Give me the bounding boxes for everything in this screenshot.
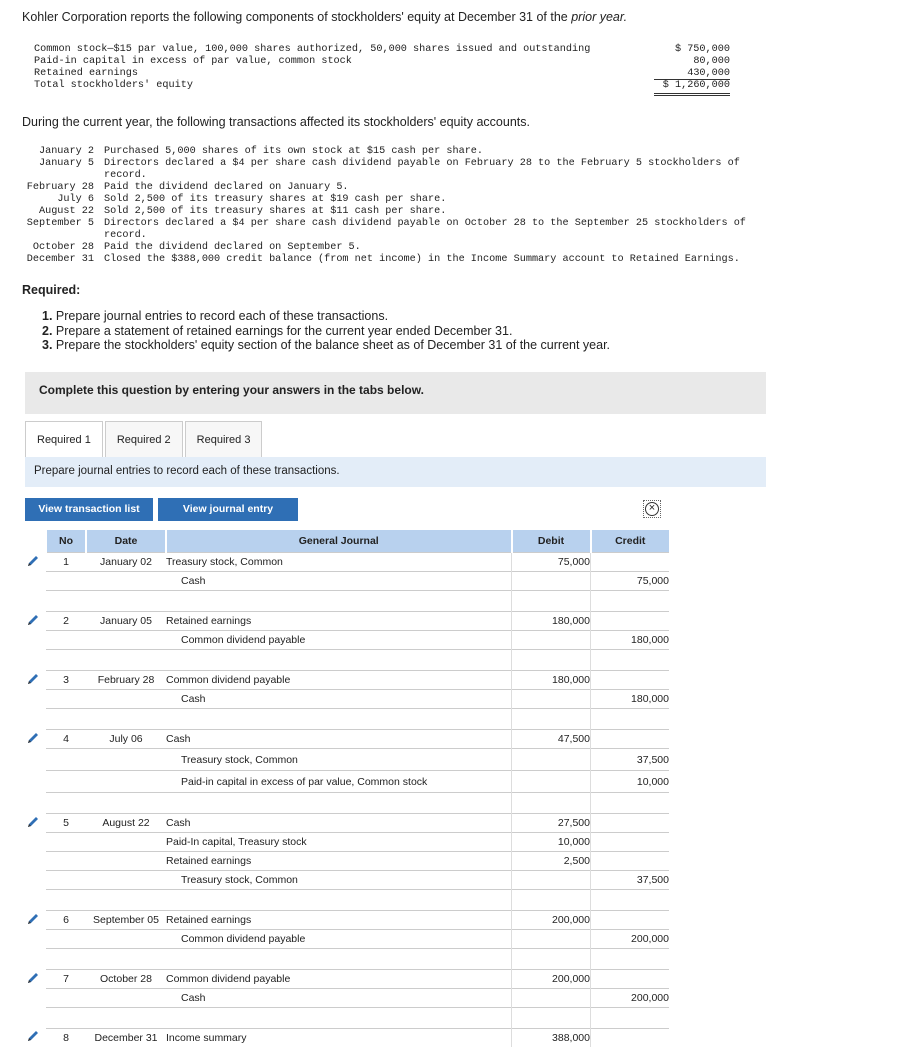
entry-no [46, 771, 86, 793]
credit-cell[interactable] [591, 553, 670, 572]
credit-cell[interactable] [591, 852, 670, 871]
account-cell[interactable]: Cash [166, 690, 512, 709]
col-date: Date [86, 530, 166, 553]
credit-cell[interactable]: 10,000 [591, 771, 670, 793]
equity-row: Paid-in capital in excess of par value, common stock 80,000 [34, 56, 734, 68]
intro-text: Kohler Corporation reports the following components of stockholders' equity at December 31 of the prior year. [22, 10, 627, 24]
transaction-row: October 28 Paid the dividend declared on September 5. [22, 242, 782, 254]
edit-pencil-icon[interactable] [26, 814, 46, 833]
col-general-journal: General Journal [166, 530, 512, 553]
required-item: 2. Prepare a statement of retained earnings for the current year ended December 31. [42, 324, 610, 339]
entry-date: January 02 [86, 553, 166, 572]
journal-row [26, 911, 669, 930]
entry-no [46, 989, 86, 1008]
edit-pencil-icon[interactable] [26, 1029, 46, 1047]
debit-cell[interactable] [512, 749, 591, 771]
credit-cell[interactable] [591, 1029, 670, 1047]
credit-cell[interactable] [591, 612, 670, 631]
credit-cell[interactable] [591, 833, 670, 852]
entry-date: December 31 [86, 1029, 166, 1047]
account-cell[interactable]: Cash [166, 989, 512, 1008]
account-cell[interactable]: Retained earnings [166, 911, 512, 930]
transaction-row: July 6 Sold 2,500 of its treasury shares at $19 cash per share. [22, 194, 782, 206]
account-cell[interactable]: Paid-In capital, Treasury stock [166, 833, 512, 852]
transaction-row: September 5 Directors declared a $4 per share cash dividend payable on October 28 to the September 25 stockholders of record. [22, 218, 782, 242]
debit-cell[interactable] [512, 690, 591, 709]
debit-cell[interactable]: 75,000 [512, 553, 591, 572]
credit-cell[interactable] [591, 730, 670, 749]
close-circle-icon: × [645, 502, 659, 516]
entry-date [86, 852, 166, 871]
entry-date: October 28 [86, 970, 166, 989]
debit-cell[interactable] [512, 771, 591, 793]
transaction-list [22, 146, 782, 266]
required-heading: Required: [22, 283, 80, 297]
journal-row [26, 631, 669, 650]
entry-no [46, 631, 86, 650]
equity-row: Common stock—$15 par value, 100,000 shares authorized, 50,000 shares issued and outstanding $ 750,000 [34, 44, 734, 56]
entry-date [86, 989, 166, 1008]
credit-cell[interactable]: 37,500 [591, 749, 670, 771]
journal-row [26, 671, 669, 690]
entry-no [46, 833, 86, 852]
entry-no [46, 930, 86, 949]
journal-row [26, 553, 669, 572]
debit-cell[interactable]: 388,000 [512, 1029, 591, 1047]
credit-cell[interactable]: 180,000 [591, 631, 670, 650]
entry-no: 6 [46, 911, 86, 930]
entry-no [46, 572, 86, 591]
journal-row [26, 612, 669, 631]
account-cell[interactable]: Retained earnings [166, 852, 512, 871]
edit-pencil-icon[interactable] [26, 553, 46, 572]
credit-cell[interactable]: 75,000 [591, 572, 670, 591]
entry-no: 3 [46, 671, 86, 690]
journal-row [26, 871, 669, 890]
journal-row [26, 730, 669, 749]
entry-date: August 22 [86, 814, 166, 833]
entry-date [86, 749, 166, 771]
close-button[interactable] [643, 500, 661, 518]
during-text: During the current year, the following transactions affected its stockholders' equity accounts. [22, 115, 530, 129]
equity-row: Retained earnings 430,000 [34, 68, 734, 80]
entry-date: February 28 [86, 671, 166, 690]
tab-bar [25, 421, 264, 457]
general-journal-table [26, 530, 669, 1047]
col-no: No [46, 530, 86, 553]
entry-no [46, 690, 86, 709]
entry-date: January 05 [86, 612, 166, 631]
transaction-row: January 5 Directors declared a $4 per share cash dividend payable on February 28 to the February 5 stockholders of record. [22, 158, 782, 182]
journal-row [26, 833, 669, 852]
transaction-row: December 31 Closed the $388,000 credit balance (from net income) in the Income Summary account to Retained Earnings. [22, 254, 782, 266]
journal-row [26, 852, 669, 871]
debit-cell[interactable]: 2,500 [512, 852, 591, 871]
account-cell[interactable]: Income summary [166, 1029, 512, 1047]
journal-row [26, 930, 669, 949]
credit-cell[interactable]: 37,500 [591, 871, 670, 890]
required-item: 3. Prepare the stockholders' equity section of the balance sheet as of December 31 of the current year. [42, 338, 610, 353]
entry-date [86, 871, 166, 890]
required-item: 1. Prepare journal entries to record each of these transactions. [42, 309, 610, 324]
edit-pencil-icon[interactable] [26, 730, 46, 749]
journal-row [26, 690, 669, 709]
journal-row [26, 572, 669, 591]
debit-cell[interactable] [512, 631, 591, 650]
journal-row [26, 814, 669, 833]
credit-cell[interactable]: 180,000 [591, 690, 670, 709]
transaction-row: February 28 Paid the dividend declared on January 5. [22, 182, 782, 194]
equity-table [34, 44, 734, 92]
entry-date [86, 771, 166, 793]
tab-instruction: Prepare journal entries to record each of these transactions. [25, 457, 766, 487]
entry-no: 7 [46, 970, 86, 989]
complete-banner: Complete this question by entering your answers in the tabs below. [25, 372, 766, 414]
debit-cell[interactable] [512, 871, 591, 890]
debit-cell[interactable]: 180,000 [512, 612, 591, 631]
credit-cell[interactable] [591, 814, 670, 833]
transaction-row: August 22 Sold 2,500 of its treasury shares at $11 cash per share. [22, 206, 782, 218]
credit-cell[interactable] [591, 671, 670, 690]
debit-cell[interactable] [512, 989, 591, 1008]
account-cell[interactable]: Treasury stock, Common [166, 749, 512, 771]
view-transaction-list-button[interactable]: View transaction list [25, 498, 153, 521]
entry-no: 5 [46, 814, 86, 833]
view-journal-worksheet-button[interactable]: View journal entry [158, 498, 298, 521]
entry-no [46, 852, 86, 871]
account-cell[interactable]: Common dividend payable [166, 671, 512, 690]
entry-date [86, 631, 166, 650]
account-cell[interactable]: Paid-in capital in excess of par value, Common stock [166, 771, 512, 793]
entry-no [46, 871, 86, 890]
entry-no: 2 [46, 612, 86, 631]
debit-cell[interactable] [512, 930, 591, 949]
account-cell[interactable]: Cash [166, 730, 512, 749]
edit-pencil-icon[interactable] [26, 970, 46, 989]
tab-required-1[interactable]: Required 1 [25, 421, 103, 458]
entry-date: July 06 [86, 730, 166, 749]
edit-pencil-icon[interactable] [26, 671, 46, 690]
credit-cell[interactable]: 200,000 [591, 989, 670, 1008]
account-cell[interactable]: Retained earnings [166, 612, 512, 631]
debit-cell[interactable]: 200,000 [512, 970, 591, 989]
col-credit: Credit [591, 530, 670, 553]
entry-date [86, 572, 166, 591]
edit-pencil-icon[interactable] [26, 612, 46, 631]
debit-cell[interactable]: 27,500 [512, 814, 591, 833]
journal-row [26, 970, 669, 989]
entry-no: 1 [46, 553, 86, 572]
equity-total-row: Total stockholders' equity $ 1,260,000 [34, 80, 734, 92]
entry-no: 4 [46, 730, 86, 749]
account-cell[interactable]: Common dividend payable [166, 631, 512, 650]
debit-cell[interactable]: 10,000 [512, 833, 591, 852]
credit-cell[interactable] [591, 911, 670, 930]
account-cell[interactable]: Common dividend payable [166, 930, 512, 949]
debit-cell[interactable]: 180,000 [512, 671, 591, 690]
debit-cell[interactable]: 47,500 [512, 730, 591, 749]
journal-row [26, 771, 669, 793]
required-list [42, 309, 610, 353]
entry-date [86, 833, 166, 852]
tab-required-3[interactable]: Required 3 [185, 421, 263, 458]
account-cell[interactable]: Treasury stock, Common [166, 553, 512, 572]
tab-required-2[interactable]: Required 2 [105, 421, 183, 458]
transaction-row: January 2 Purchased 5,000 shares of its own stock at $15 cash per share. [22, 146, 782, 158]
entry-date [86, 690, 166, 709]
account-cell[interactable]: Treasury stock, Common [166, 871, 512, 890]
col-debit: Debit [512, 530, 591, 553]
debit-cell[interactable] [512, 572, 591, 591]
credit-cell[interactable]: 200,000 [591, 930, 670, 949]
journal-row [26, 1029, 669, 1047]
journal-row [26, 989, 669, 1008]
entry-date: September 05 [86, 911, 166, 930]
journal-row [26, 749, 669, 771]
account-cell[interactable]: Common dividend payable [166, 970, 512, 989]
account-cell[interactable]: Cash [166, 814, 512, 833]
entry-no: 8 [46, 1029, 86, 1047]
entry-no [46, 749, 86, 771]
credit-cell[interactable] [591, 970, 670, 989]
debit-cell[interactable]: 200,000 [512, 911, 591, 930]
edit-pencil-icon[interactable] [26, 911, 46, 930]
account-cell[interactable]: Cash [166, 572, 512, 591]
entry-date [86, 930, 166, 949]
